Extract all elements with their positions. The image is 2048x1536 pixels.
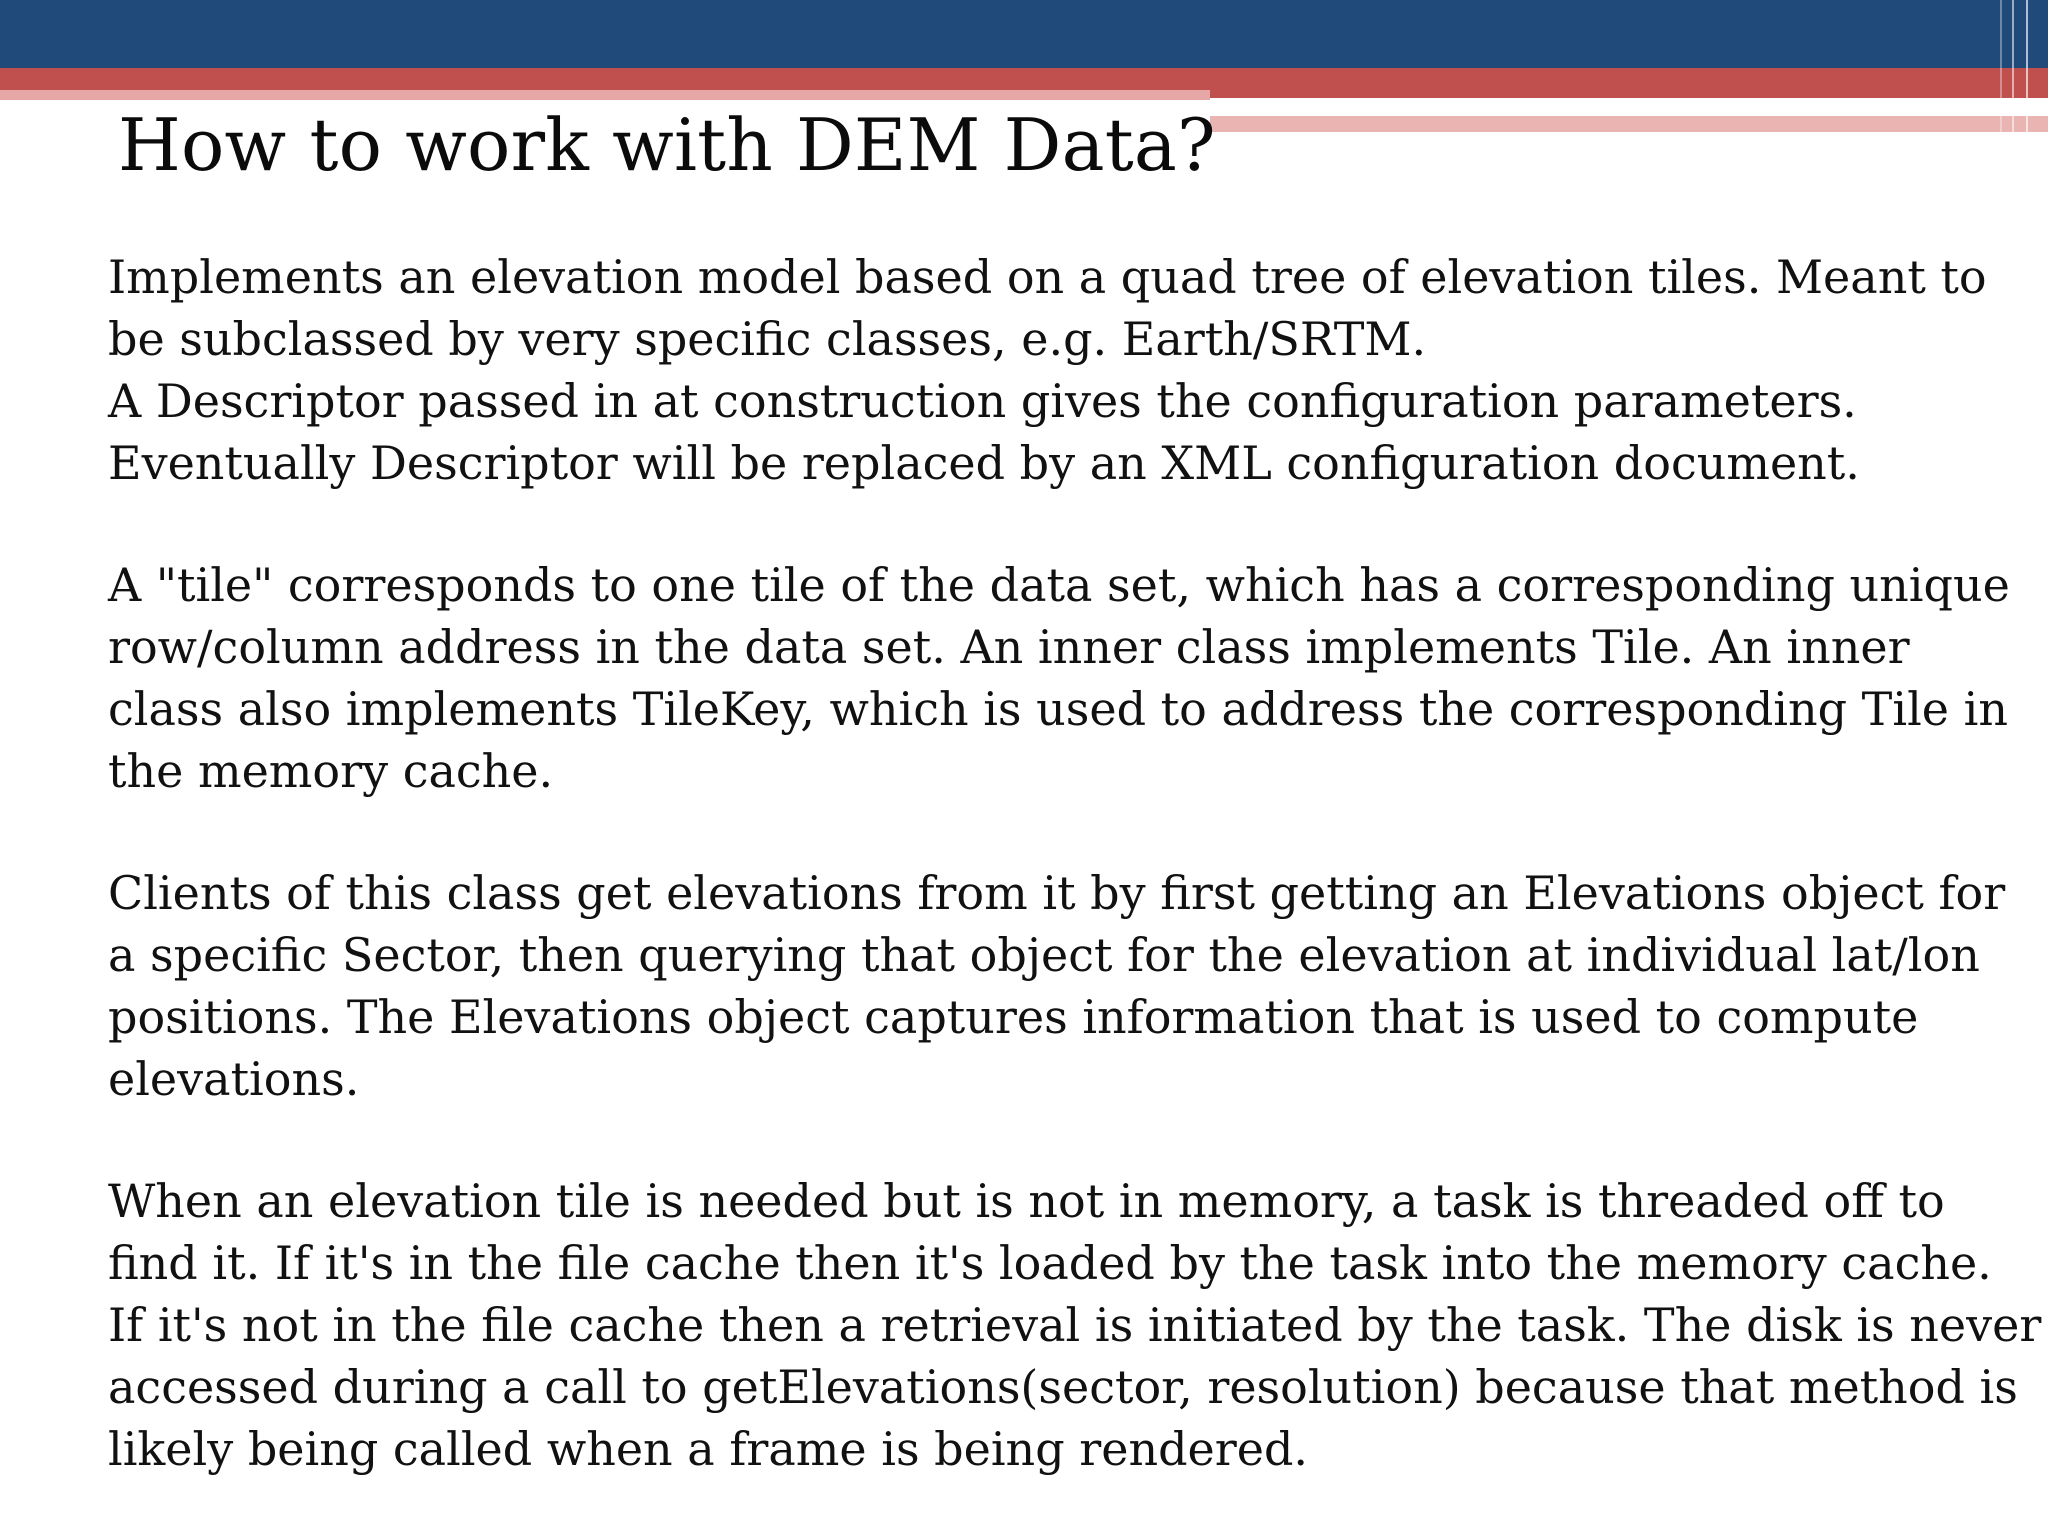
paragraph [108,862,2006,1110]
text-line: Eventually Descriptor will be replaced by an XML configuration document. [108,436,1860,490]
text-line: accessed during a call to getElevations(sector, resolution) because that method is [108,1360,2018,1414]
text-line: Clients of this class get elevations from it by first getting an Elevations object for [108,866,2006,920]
text-line: row/column address in the data set. An inner class implements Tile. An inner [108,620,1910,674]
text-line: be subclassed by very specific classes, e.g. Earth/SRTM. [108,312,1427,366]
header-band-blue [0,0,2048,68]
text-line: A Descriptor passed in at construction gives the configuration parameters. [108,374,1857,428]
text-line: a specific Sector, then querying that object for the elevation at individual lat/lon [108,928,1980,982]
text-line: When an elevation tile is needed but is not in memory, a task is threaded off to [108,1174,1945,1228]
slide-title: How to work with DEM Data? [118,103,1216,187]
text-line: elevations. [108,1052,360,1106]
text-line: positions. The Elevations object captures information that is used to compute [108,990,1919,1044]
paragraph [108,554,2010,802]
text-line: A "tile" corresponds to one tile of the data set, which has a corresponding unique [108,558,2010,612]
text-line: the memory cache. [108,744,554,798]
header-band-pink [0,90,1210,100]
text-line: find it. If it's in the file cache then it's loaded by the task into the memory cache. [108,1236,1992,1290]
text-line: likely being called when a frame is being rendered. [108,1422,1309,1476]
text-line: class also implements TileKey, which is used to address the corresponding Tile in [108,682,2008,736]
text-line: If it's not in the file cache then a retrieval is initiated by the task. The disk is never [108,1298,2042,1352]
paragraph [108,1170,2042,1480]
header-band-pink-secondary [1210,116,2048,132]
text-line: Implements an elevation model based on a quad tree of elevation tiles. Meant to [108,250,1987,304]
header-white-gap [1210,100,2048,116]
paragraph [108,246,1988,494]
slide-body [108,246,2042,1480]
